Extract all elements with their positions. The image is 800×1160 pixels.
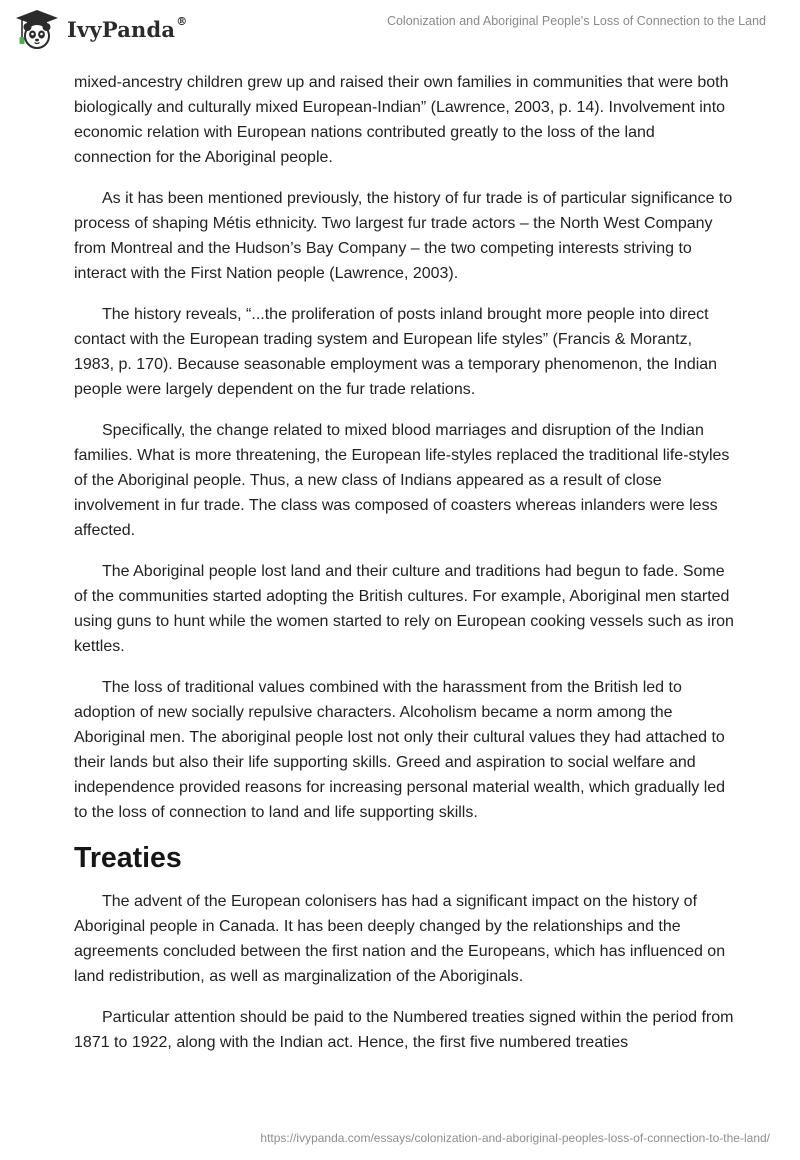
paragraph: The loss of traditional values combined with the harassment from the British led to adoption of new socially repulsive characters. Alcoholism became a norm among the Aboriginal men. The aboriginal people lost not only their cultural values they had attached to their lands but also their life supporting skills. Greed and aspiration to social welfare and independence provided reasons for increasing personal material wealth, which gradually led to the loss of connection to land and life supporting skills. [74,679,726,821]
page-header [0,0,800,60]
article-body [74,70,734,1071]
paragraph: mixed-ancestry children grew up and raised their own families in communities that were both biologically and culturally mixed European-Indian” (Lawrence, 2003, p. 14). Involvement into economic relation with European nations contributed greatly to the loss of the land connection for the Aboriginal people. [74,74,729,166]
paragraph: As it has been mentioned previously, the history of fur trade is of particular significance to process of shaping Métis ethnicity. Two largest fur trade actors – the North West Company from Montreal and the Hudson’s Bay Company – the two competing interests striving to interact with the First Nation people (Lawrence, 2003). [74,190,733,282]
paragraph: The history reveals, “...the proliferation of posts inland brought more people into direct contact with the European trading system and European life styles” (Francis & Morantz, 1983, p. 170). Because seasonable employment was a temporary phenomenon, the Indian people were largely dependent on the fur trade relations. [74,306,718,398]
paragraph: Particular attention should be paid to the Numbered treaties signed within the period from 1871 to 1922, along with the Indian act. Hence, the first five numbered treaties [74,1009,734,1051]
paragraph: Specifically, the change related to mixed blood marriages and disruption of the Indian families. What is more threatening, the European life-styles replaced the traditional life-styles of the Aboriginal people. Thus, a new class of Indians appeared as a result of close involvement in fur trade. The class was composed of coasters whereas inlanders were less affected. [74,422,730,539]
document-title: Colonization and Aboriginal People's Loss of Connection to the Land [386,14,766,28]
registered-mark: ® [176,14,188,28]
section-heading: Treaties [74,842,182,874]
paragraph: The advent of the European colonisers has had a significant impact on the history of Aboriginal people in Canada. It has been deeply changed by the relationships and the agreements concluded between the first nation and the Europeans, which has influenced on land redistribution, as well as marginalization of the Aboriginals. [74,893,726,985]
logo-wordmark: IvyPanda® [67,14,188,42]
site-logo[interactable] [14,8,187,50]
panda-graduate-icon [14,8,60,50]
paragraph: The Aboriginal people lost land and their culture and traditions had begun to fade. Some of the communities started adopting the British cultures. For example, Aboriginal men started using guns to hunt while the women started to rely on European cooking vessels such as iron kettles. [74,563,734,655]
source-url[interactable]: https://ivypanda.com/essays/colonization-and-aboriginal-peoples-loss-of-connection-to-the-land/ [260,1131,770,1145]
